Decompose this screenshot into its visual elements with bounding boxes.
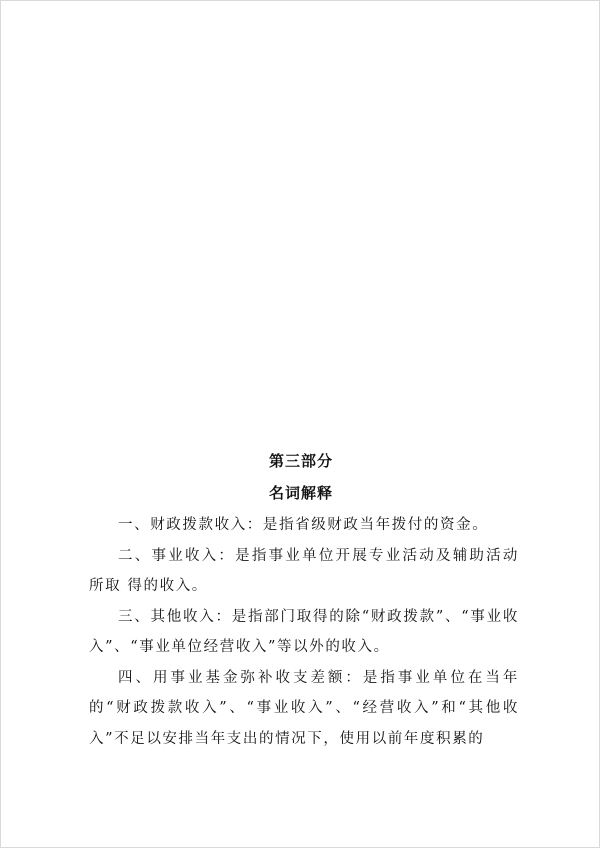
section-subtitle: 名词解释 [268, 484, 333, 502]
paragraph-business-income: 二、事业收入：是指事业单位开展专业活动及辅助活动所取 得的收入。 [89, 547, 519, 594]
paragraph-business-fund-offset: 四、用事业基金弥补收支差额：是指事业单位在当年的“财政拨款收入”、“事业收入”、“经营收入”和“其他收入”不足以安排当年支出的情况下，使用以前年度积累的 [89, 669, 519, 747]
section-title: 第三部分 [268, 452, 333, 470]
body-text [89, 510, 519, 754]
paragraph-fiscal-allocation-income: 一、财政拨款收入：是指省级财政当年拨付的资金。 [118, 517, 489, 533]
paragraph-other-income: 三、其他收入：是指部门取得的除“财政拨款”、“事业收入”、“事业单位经营收入”等以外的收入。 [89, 608, 519, 655]
